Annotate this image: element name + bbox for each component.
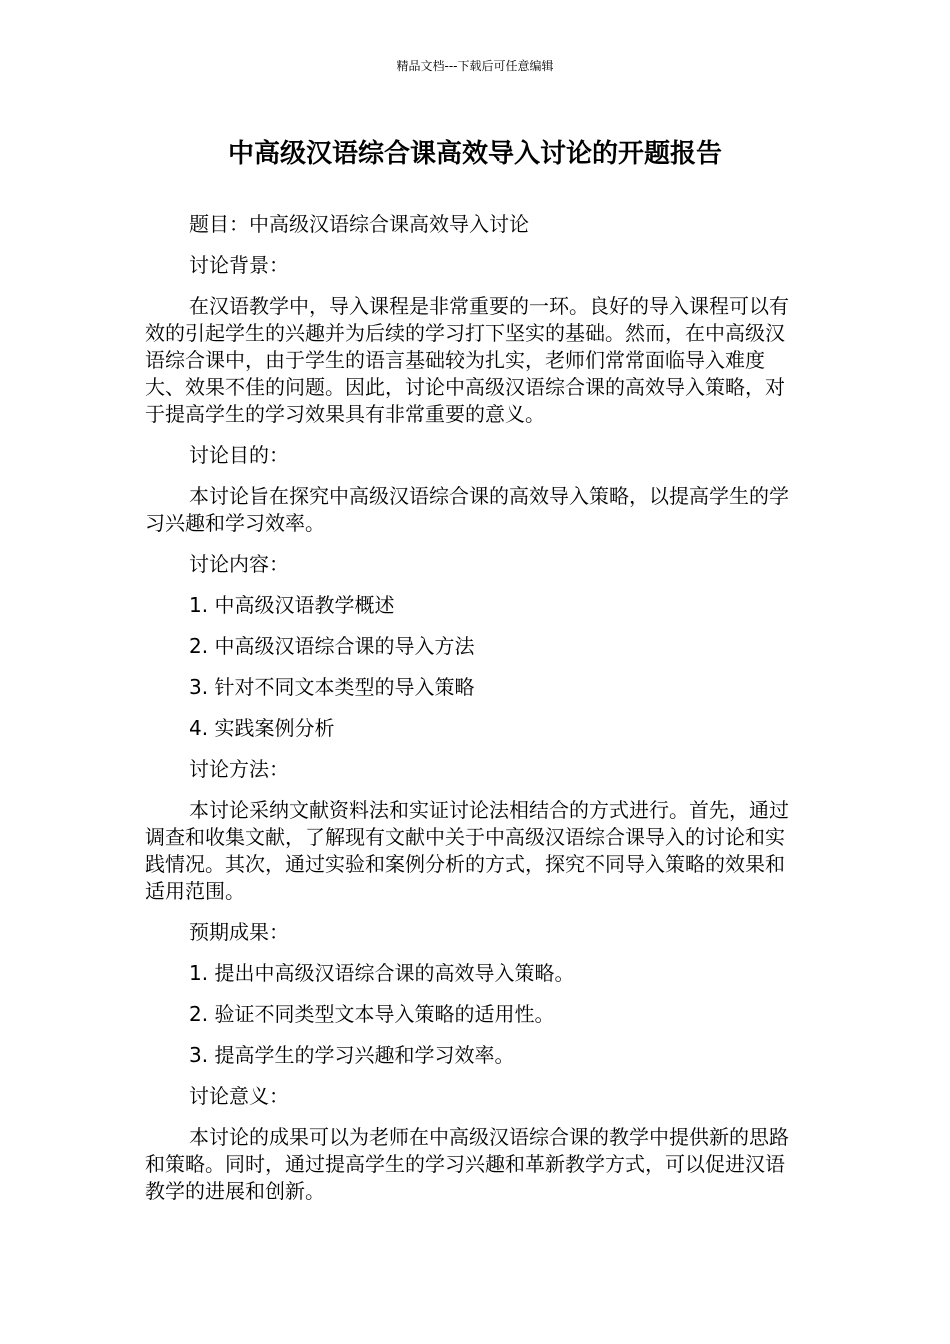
outcome-list-item: 2. 验证不同类型文本导入策略的适用性。	[189, 1002, 555, 1026]
document-body	[145, 211, 793, 1205]
content-list-item: 4. 实践案例分析	[189, 716, 335, 740]
purpose-paragraph: 本讨论旨在探究中高级汉语综合课的高效导入策略，以提高学生的学习兴趣和学习效率。	[145, 484, 789, 535]
outcome-list-item: 3. 提高学生的学习兴趣和学习效率。	[189, 1043, 515, 1067]
header-note: 精品文档---下载后可任意编辑	[396, 59, 554, 73]
background-paragraph: 在汉语教学中，导入课程是非常重要的一环。良好的导入课程可以有效的引起学生的兴趣并为后续的学习打下坚实的基础。然而，在中高级汉语综合课中，由于学生的语言基础较为扎实，老师们常常面临导入难度大、效果不佳的问题。因此，讨论中高级汉语综合课的高效导入策略，对于提高学生的学习效果具有非常重要的意义。	[145, 294, 789, 426]
section-heading-content: 讨论内容：	[189, 552, 289, 576]
section-heading-outcomes: 预期成果：	[189, 920, 289, 944]
significance-paragraph: 本讨论的成果可以为老师在中高级汉语综合课的教学中提供新的思路和策略。同时，通过提高学生的学习兴趣和革新教学方式，可以促进汉语教学的进展和创新。	[145, 1125, 789, 1203]
section-heading-purpose: 讨论目的：	[189, 443, 289, 467]
content-list-item: 3. 针对不同文本类型的导入策略	[189, 675, 475, 699]
outcome-list-item: 1. 提出中高级汉语综合课的高效导入策略。	[189, 961, 575, 985]
content-list-item: 2. 中高级汉语综合课的导入方法	[189, 634, 475, 658]
section-heading-significance: 讨论意义：	[189, 1084, 289, 1108]
section-heading-background: 讨论背景：	[189, 253, 289, 277]
document-title: 中高级汉语综合课高效导入讨论的开题报告	[227, 139, 722, 169]
method-paragraph: 本讨论采纳文献资料法和实证讨论法相结合的方式进行。首先，通过调查和收集文献，了解现有文献中关于中高级汉语综合课导入的讨论和实践情况。其次，通过实验和案例分析的方式，探究不同导入策略的效果和适用范围。	[145, 798, 789, 903]
content-list-item: 1. 中高级汉语教学概述	[189, 593, 395, 617]
subject-line: 题目：中高级汉语综合课高效导入讨论	[189, 212, 529, 236]
section-heading-method: 讨论方法：	[189, 757, 289, 781]
